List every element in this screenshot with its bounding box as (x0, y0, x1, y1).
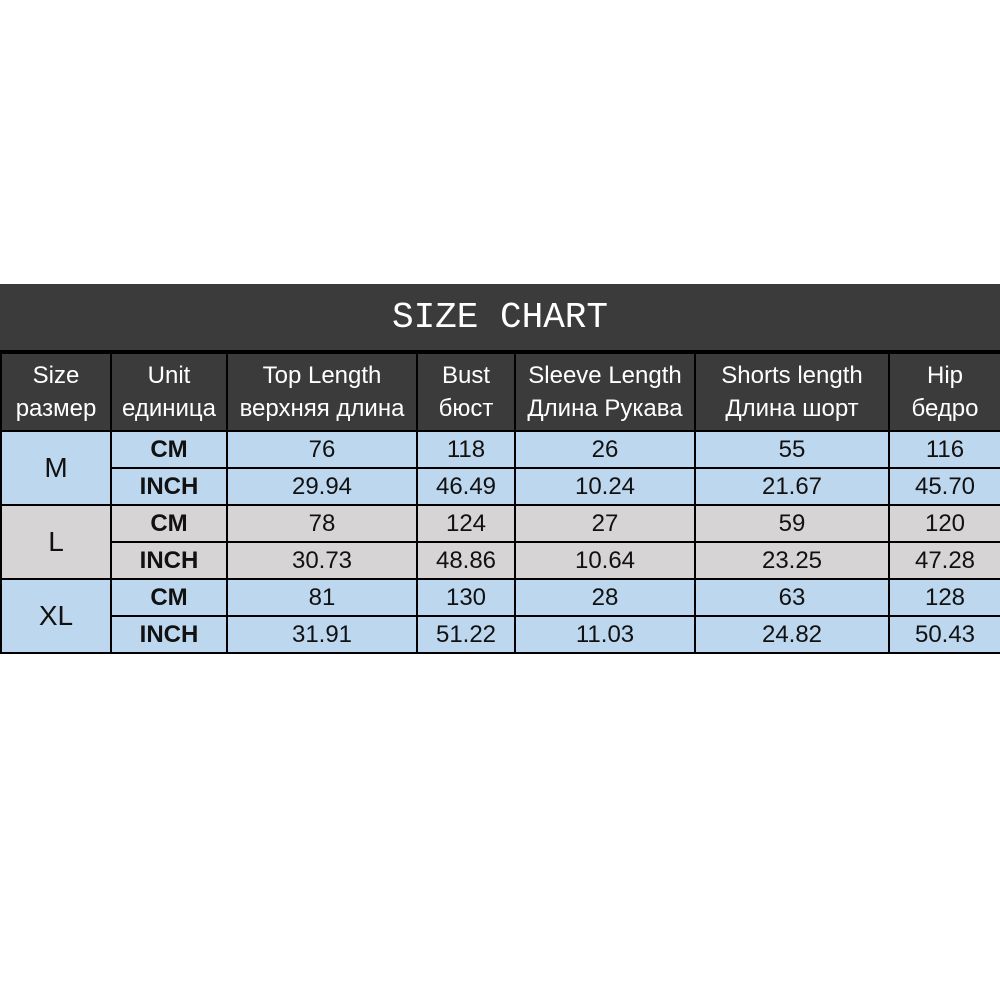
header-hip (889, 353, 1000, 431)
sleeve-length-value: 28 (515, 579, 695, 616)
unit-label: INCH (111, 616, 227, 653)
header-top-length-en: Top Length (262, 362, 382, 389)
hip-value: 120 (889, 505, 1000, 542)
size-table (0, 352, 1000, 654)
unit-label: CM (111, 579, 227, 616)
shorts-length-value: 24.82 (695, 616, 889, 653)
header-shorts-length-en: Shorts length (721, 362, 863, 389)
hip-value: 47.28 (889, 542, 1000, 579)
header-bust (417, 353, 515, 431)
size-label: L (1, 505, 111, 579)
shorts-length-value: 63 (695, 579, 889, 616)
header-size-ru: размер (15, 395, 97, 422)
unit-label: INCH (111, 542, 227, 579)
header-sleeve-length-en: Sleeve Length (528, 362, 682, 389)
sleeve-length-value: 27 (515, 505, 695, 542)
header-hip-en: Hip (926, 362, 963, 389)
hip-value: 128 (889, 579, 1000, 616)
bust-value: 51.22 (417, 616, 515, 653)
bust-value: 46.49 (417, 468, 515, 505)
header-shorts-length (695, 353, 889, 431)
bust-value: 48.86 (417, 542, 515, 579)
header-top-length (227, 353, 417, 431)
header-unit-en: Unit (147, 362, 191, 389)
chart-title: SIZE CHART (0, 284, 1000, 352)
sleeve-length-value: 10.24 (515, 468, 695, 505)
header-sleeve-length-ru: Длина Рукава (527, 395, 683, 422)
header-sleeve-length (515, 353, 695, 431)
bust-value: 118 (417, 431, 515, 468)
top-length-value: 81 (227, 579, 417, 616)
size-chart (0, 284, 1000, 654)
table-row (1, 468, 1000, 505)
header-shorts-length-ru: Длина шорт (725, 395, 859, 422)
shorts-length-value: 23.25 (695, 542, 889, 579)
unit-label: CM (111, 505, 227, 542)
sleeve-length-value: 10.64 (515, 542, 695, 579)
sleeve-length-value: 11.03 (515, 616, 695, 653)
shorts-length-value: 55 (695, 431, 889, 468)
shorts-length-value: 59 (695, 505, 889, 542)
header-top-length-ru: верхняя длина (239, 395, 405, 422)
top-length-value: 76 (227, 431, 417, 468)
header-hip-ru: бедро (911, 395, 979, 422)
table-row (1, 431, 1000, 468)
header-bust-en: Bust (441, 362, 491, 389)
top-length-value: 31.91 (227, 616, 417, 653)
header-bust-ru: бюст (438, 395, 494, 422)
bust-value: 124 (417, 505, 515, 542)
unit-label: CM (111, 431, 227, 468)
top-length-value: 30.73 (227, 542, 417, 579)
size-label: XL (1, 579, 111, 653)
top-length-value: 78 (227, 505, 417, 542)
unit-label: INCH (111, 468, 227, 505)
bust-value: 130 (417, 579, 515, 616)
header-size (1, 353, 111, 431)
size-label: M (1, 431, 111, 505)
table-row (1, 505, 1000, 542)
table-row (1, 542, 1000, 579)
table-row (1, 616, 1000, 653)
table-row (1, 579, 1000, 616)
header-unit-ru: единица (122, 395, 216, 422)
hip-value: 50.43 (889, 616, 1000, 653)
top-length-value: 29.94 (227, 468, 417, 505)
header-unit (111, 353, 227, 431)
hip-value: 45.70 (889, 468, 1000, 505)
hip-value: 116 (889, 431, 1000, 468)
shorts-length-value: 21.67 (695, 468, 889, 505)
sleeve-length-value: 26 (515, 431, 695, 468)
header-row (1, 353, 1000, 431)
header-size-en: Size (32, 362, 80, 389)
